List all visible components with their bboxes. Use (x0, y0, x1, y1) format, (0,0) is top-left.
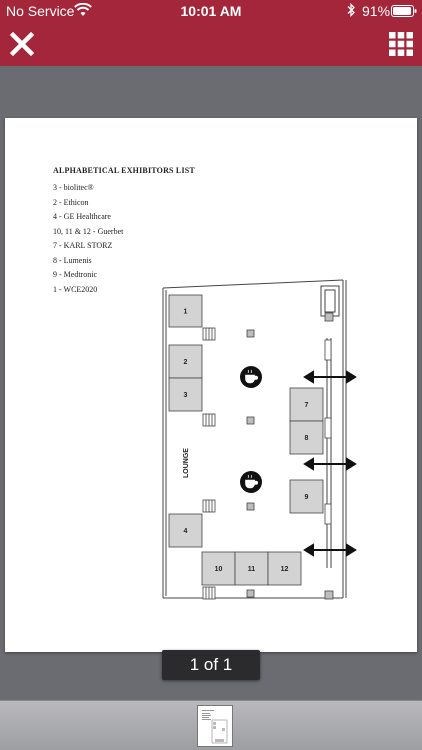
thumbnail-strip (0, 700, 422, 750)
booth-label: 12 (280, 566, 289, 573)
booth-label: 10 (214, 566, 223, 573)
double-arrow-icon (305, 545, 355, 555)
grid-icon[interactable] (388, 31, 414, 57)
battery-icon (391, 5, 417, 17)
floor-plan (5, 118, 417, 652)
clock: 10:01 AM (180, 3, 242, 19)
list-item: 1 - WCE2020 (53, 284, 98, 294)
toolbar (0, 22, 422, 66)
battery-percent: 91% (362, 3, 391, 19)
booth-label: 3 (183, 392, 188, 399)
list-item: 3 - biolitec® (53, 183, 94, 192)
list-item: 8 - Lumenis (53, 255, 92, 265)
thumbnail-preview (198, 706, 232, 746)
status-bar (0, 0, 422, 22)
booths (169, 295, 323, 585)
page-indicator: 1 of 1 (162, 650, 260, 680)
carrier-label: No Service (6, 3, 75, 19)
page-thumbnail[interactable] (197, 705, 233, 747)
booth-label: 8 (304, 435, 309, 442)
booth-label: 4 (183, 528, 188, 535)
pdf-page[interactable] (5, 118, 417, 652)
double-arrow-icon (305, 372, 355, 382)
list-title: ALPHABETICAL EXHIBITORS LIST (53, 166, 195, 175)
bluetooth-icon (346, 3, 356, 17)
document-viewer[interactable] (0, 66, 422, 700)
coffee-icon (240, 366, 262, 388)
list-item: 4 - GE Healthcare (53, 212, 111, 221)
list-item: 7 - KARL STORZ (53, 241, 113, 250)
booth-label: 7 (304, 402, 309, 409)
booth-label: 9 (304, 494, 309, 501)
booth-label: 11 (247, 566, 256, 573)
booth-label: 1 (183, 308, 188, 316)
list-item: 10, 11 & 12 - Guerbet (53, 226, 124, 236)
double-arrow-icon (305, 459, 355, 469)
booth-label: 2 (183, 359, 188, 366)
coffee-icon (240, 471, 262, 493)
close-icon[interactable] (8, 30, 36, 58)
list-item: 9 - Medtronic (53, 270, 97, 279)
list-item: 2 - Ethicon (53, 197, 89, 207)
lounge-label: LOUNGE (183, 448, 190, 478)
